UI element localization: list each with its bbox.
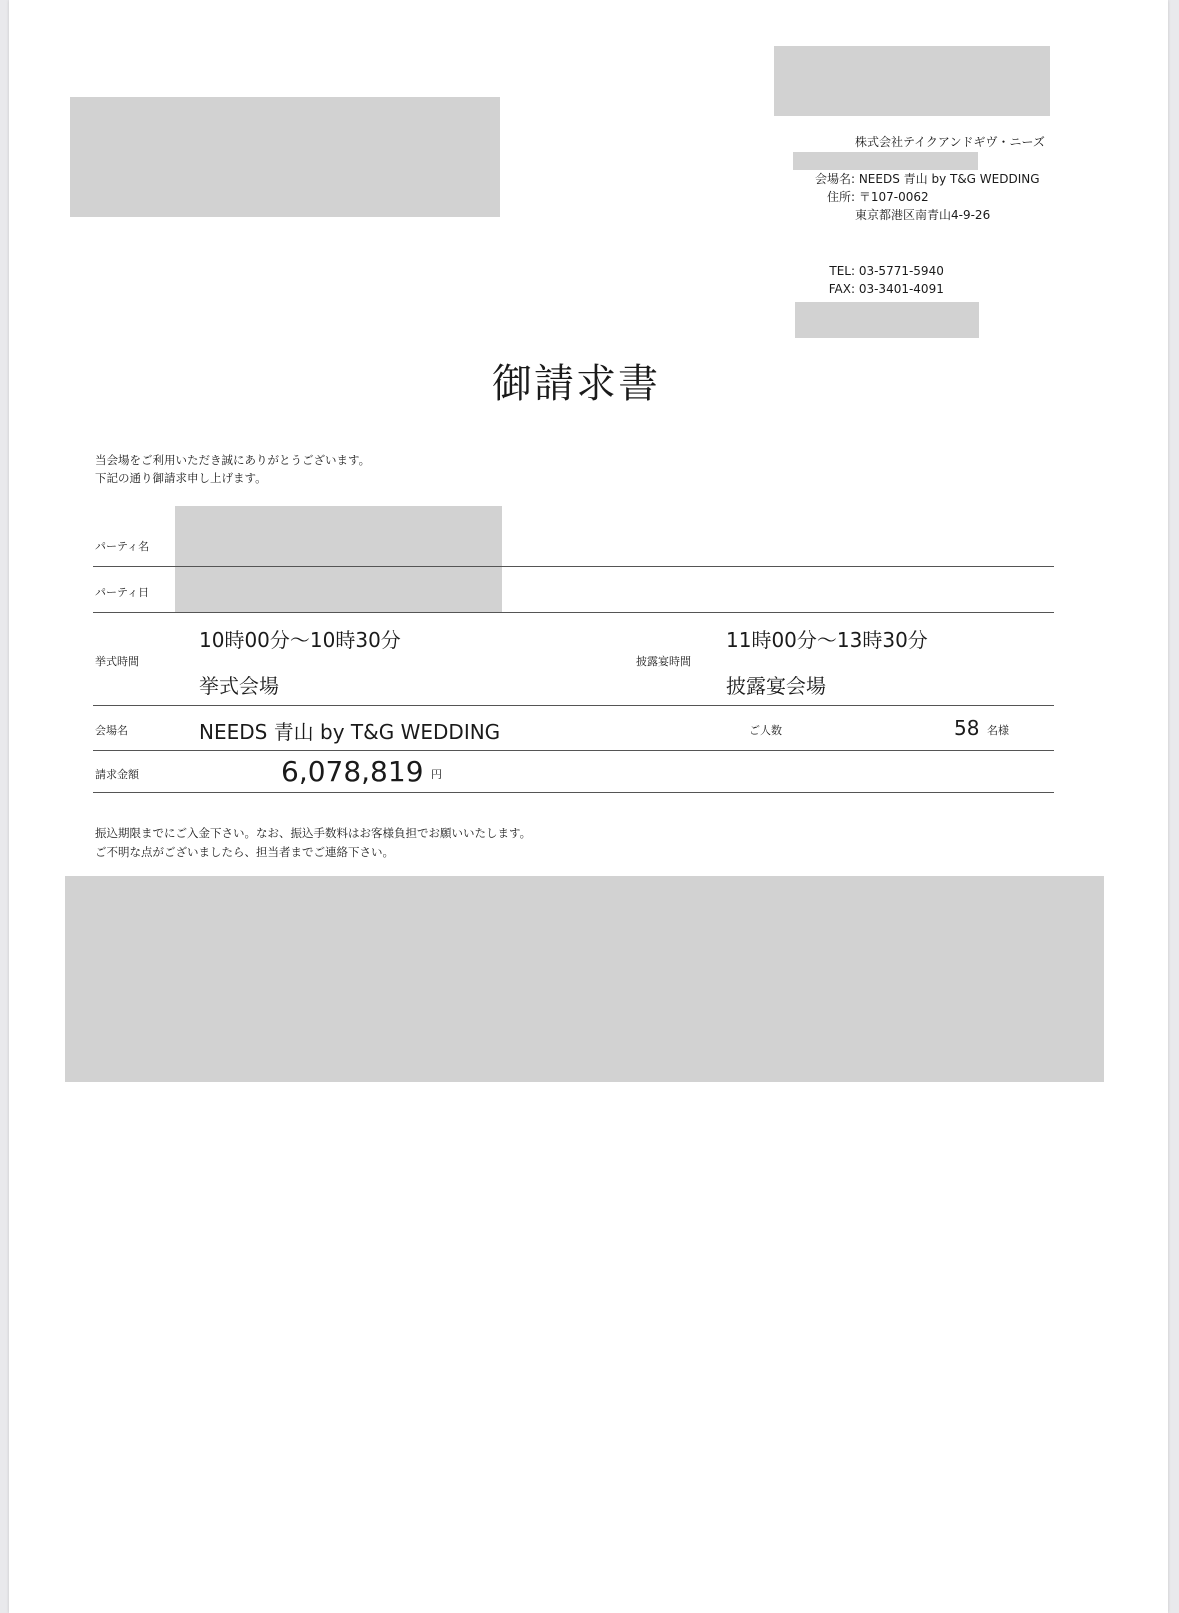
redacted-staff [795,302,979,338]
document-title: 御請求書 [492,361,660,407]
issuer-fax-row [807,280,944,298]
redacted-recipient [70,97,500,217]
redacted-details [65,876,1104,1082]
issuer-company: 株式会社テイクアンドギヴ・ニーズ [855,135,1045,149]
party-name-label: パーティ名 [95,540,150,553]
issuer-tel: 03-5771-5940 [858,264,944,278]
amount-value: 6,078,819 [281,755,424,788]
issuer-venue-row [807,170,1040,188]
note-line-1: 振込期限までにご入金下さい。なお、振込手数料はお客様負担でお願いいたします。 [95,826,532,840]
issuer-fax: 03-3401-4091 [858,282,944,296]
amount-label: 請求金額 [95,768,139,781]
issuer-tel-label: TEL: [829,264,855,278]
venue-name: NEEDS 青山 by T&G WEDDING [199,720,501,744]
note-line-2: ご不明な点がございましたら、担当者までご連絡下さい。 [95,845,394,859]
row-divider [93,705,1054,706]
issuer-postal: 〒107-0062 [858,190,929,204]
intro-line-2: 下記の通り御請求申し上げます。 [95,471,267,485]
reception-time: 11時00分～13時30分 [726,628,928,652]
issuer-venue-label: 会場名: [814,172,855,186]
ceremony-time-label: 挙式時間 [95,655,139,668]
venue-label: 会場名 [95,724,128,737]
redacted-issuer-name [793,152,978,170]
row-divider [93,750,1054,751]
row-divider [93,792,1054,793]
row-divider [93,612,1054,613]
intro-line-1: 当会場をご利用いただき誠にありがとうございます。 [95,453,371,467]
issuer-venue: NEEDS 青山 by T&G WEDDING [858,172,1040,186]
guests-unit: 名様 [987,724,1009,737]
issuer-tel-row [807,262,944,280]
invoice-page [9,0,1168,1613]
redacted-party-info [175,506,502,613]
redacted-issuer-logo [774,46,1050,116]
issuer-address: 東京都港区南青山4-9-26 [855,208,991,222]
ceremony-venue: 挙式会場 [199,674,279,698]
reception-time-label: 披露宴時間 [636,655,691,668]
guests-label: ご人数 [749,724,782,737]
reception-venue: 披露宴会場 [726,674,826,698]
party-date-label: パーティ日 [95,586,150,599]
issuer-address-label: 住所: [826,190,855,204]
guests-count: 58 [954,716,980,740]
ceremony-time: 10時00分～10時30分 [199,628,401,652]
issuer-fax-label: FAX: [828,282,855,296]
row-divider [93,566,1054,567]
issuer-address-row [807,188,929,206]
amount-unit: 円 [431,768,442,781]
